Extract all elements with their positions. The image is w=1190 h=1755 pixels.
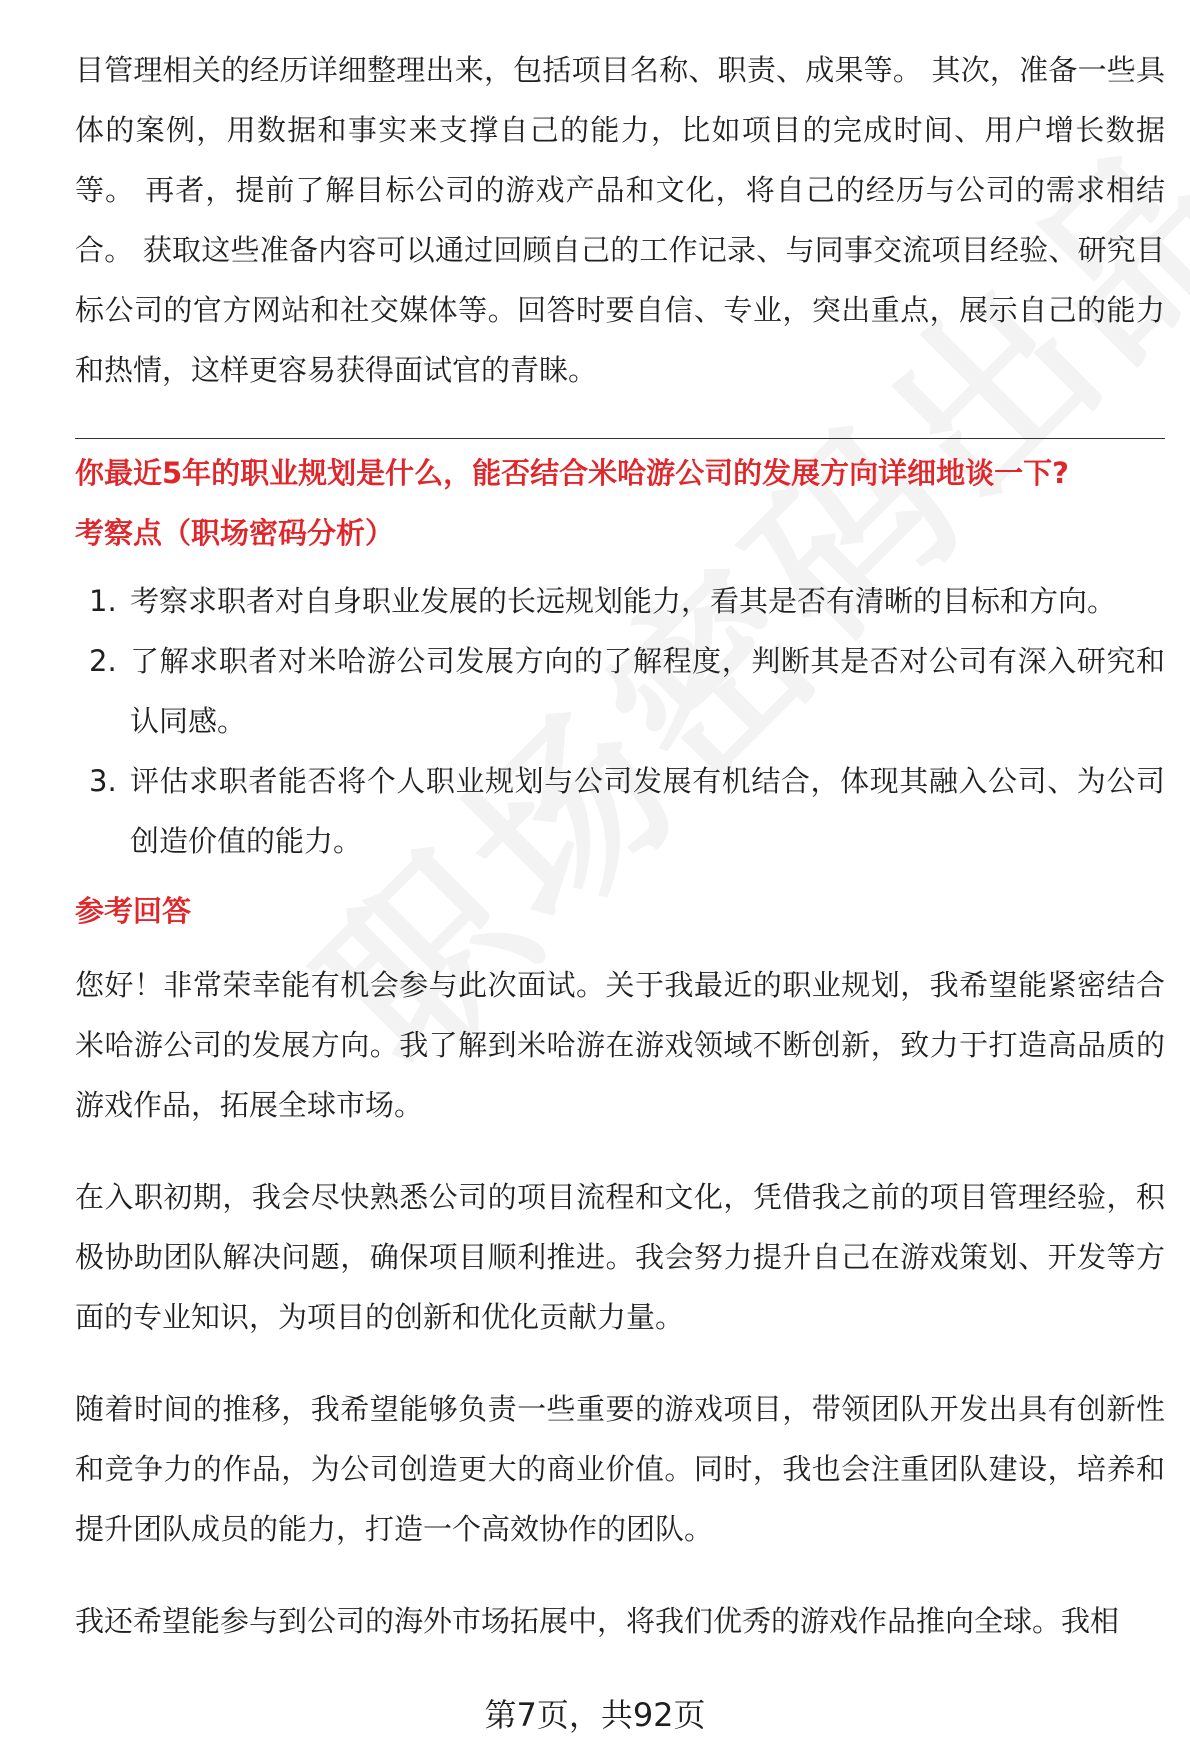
list-item <box>75 571 1165 631</box>
list-item-text: 考察求职者对自身职业发展的长远规划能力，看其是否有清晰的目标和方向。 <box>130 584 1117 618</box>
answer-paragraph: 随着时间的推移，我希望能够负责一些重要的游戏项目，带领团队开发出具有创新性和竞争力的作品，为公司创造更大的商业价值。同时，我也会注重团队建设，培养和提升团队成员的能力，打造一个高效协作的团队。 <box>75 1392 1165 1546</box>
list-item-text: 了解求职者对米哈游公司发展方向的了解程度，判断其是否对公司有深入研究和认同感。 <box>130 644 1165 738</box>
section-divider <box>75 438 1165 439</box>
list-number: 2. <box>89 644 117 678</box>
list-number: 3. <box>89 764 117 798</box>
intro-paragraph: 目管理相关的经历详细整理出来，包括项目名称、职责、成果等。 其次，准备一些具体的案例，用数据和事实来支撑自己的能力，比如项目的完成时间、用户增长数据等。 再者，提前了解目标公司的游戏产品和文化，将自己的经历与公司的需求相结合。 获取这些准备内容可以通过回顾自己的工作记录、与同事交流项目经验、研究目标公司的官方网站和社交媒体等。回答时要自信、专业，突出重点，展示自己的能力和热情，这样更容易获得面试官的青睐。 <box>75 53 1165 387</box>
list-item <box>75 631 1165 751</box>
answer-paragraph: 我还希望能参与到公司的海外市场拓展中，将我们优秀的游戏作品推向全球。我相 <box>75 1604 1120 1638</box>
answer-heading: 参考回答 <box>75 894 192 928</box>
list-number: 1. <box>89 584 117 618</box>
question-title: 你最近5年的职业规划是什么，能否结合米哈游公司的发展方向详细地谈一下? <box>75 456 1070 490</box>
list-item-text: 评估求职者能否将个人职业规划与公司发展有机结合，体现其融入公司、为公司创造价值的能力。 <box>130 764 1165 858</box>
page-content <box>75 40 1165 1683</box>
answer-paragraph: 您好！非常荣幸能有机会参与此次面试。关于我最近的职业规划，我希望能紧密结合米哈游公司的发展方向。我了解到米哈游在游戏领域不断创新，致力于打造高品质的游戏作品，拓展全球市场。 <box>75 968 1165 1122</box>
exam-points-list <box>75 571 1165 871</box>
exam-points-heading: 考察点（职场密码分析） <box>75 516 395 550</box>
list-item <box>75 751 1165 871</box>
answer-paragraph: 在入职初期，我会尽快熟悉公司的项目流程和文化，凭借我之前的项目管理经验，积极协助团队解决问题，确保项目顺利推进。我会努力提升自己在游戏策划、开发等方面的专业知识，为项目的创新和优化贡献力量。 <box>75 1180 1165 1334</box>
page-number-footer: 第7页，共92页 <box>484 1696 706 1734</box>
